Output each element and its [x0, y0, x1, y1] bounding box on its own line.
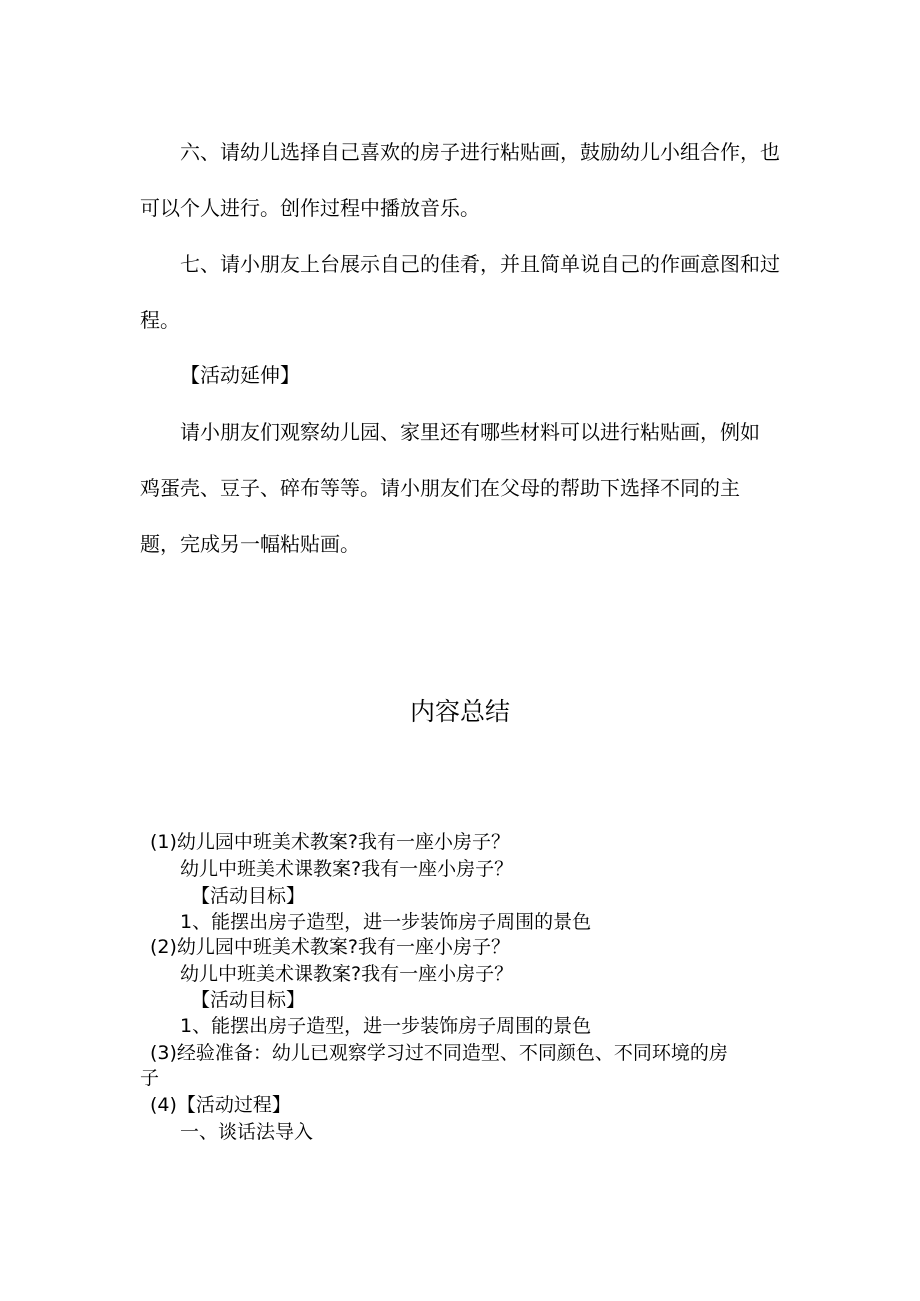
summary-line: (2)幼儿园中班美术教案?我有一座小房子？: [150, 936, 510, 958]
summary-line: 【活动目标】: [191, 885, 306, 907]
summary-line: 1、能摆出房子造型，进一步装饰房子周围的景色: [180, 911, 592, 933]
paragraph-step-7-line-2: 程。: [140, 308, 180, 332]
summary-line: 一、谈话法导入: [180, 1121, 314, 1143]
summary-line: 【活动目标】: [191, 989, 306, 1011]
summary-line: 子: [140, 1067, 160, 1089]
summary-line: (1)幼儿园中班美术教案?我有一座小房子？: [150, 831, 510, 853]
summary-title: 内容总结: [409, 697, 510, 726]
paragraph-step-6-line-2: 可以个人进行。创作过程中播放音乐。: [140, 196, 480, 220]
summary-line: (3)经验准备：幼儿已观察学习过不同造型、不同颜色、不同环境的房: [150, 1042, 728, 1064]
summary-line: 幼儿中班美术课教案?我有一座小房子？: [180, 963, 514, 985]
activity-extension-line-2: 鸡蛋壳、豆子、碎布等等。请小朋友们在父母的帮助下选择不同的主: [140, 476, 740, 500]
activity-extension-line-1: 请小朋友们观察幼儿园、家里还有哪些材料可以进行粘贴画，例如: [180, 420, 760, 444]
activity-extension-line-3: 题，完成另一幅粘贴画。: [140, 532, 360, 556]
paragraph-step-7-line-1: 七、请小朋友上台展示自己的佳肴，并且简单说自己的作画意图和过: [180, 252, 780, 276]
paragraph-step-6-line-1: 六、请幼儿选择自己喜欢的房子进行粘贴画，鼓励幼儿小组合作，也: [180, 140, 780, 164]
summary-line: (4)【活动过程】: [150, 1094, 291, 1116]
summary-line: 1、能摆出房子造型，进一步装饰房子周围的景色: [180, 1015, 592, 1037]
activity-extension-heading: 【活动延伸】: [180, 363, 300, 387]
summary-line: 幼儿中班美术课教案?我有一座小房子？: [180, 858, 514, 880]
